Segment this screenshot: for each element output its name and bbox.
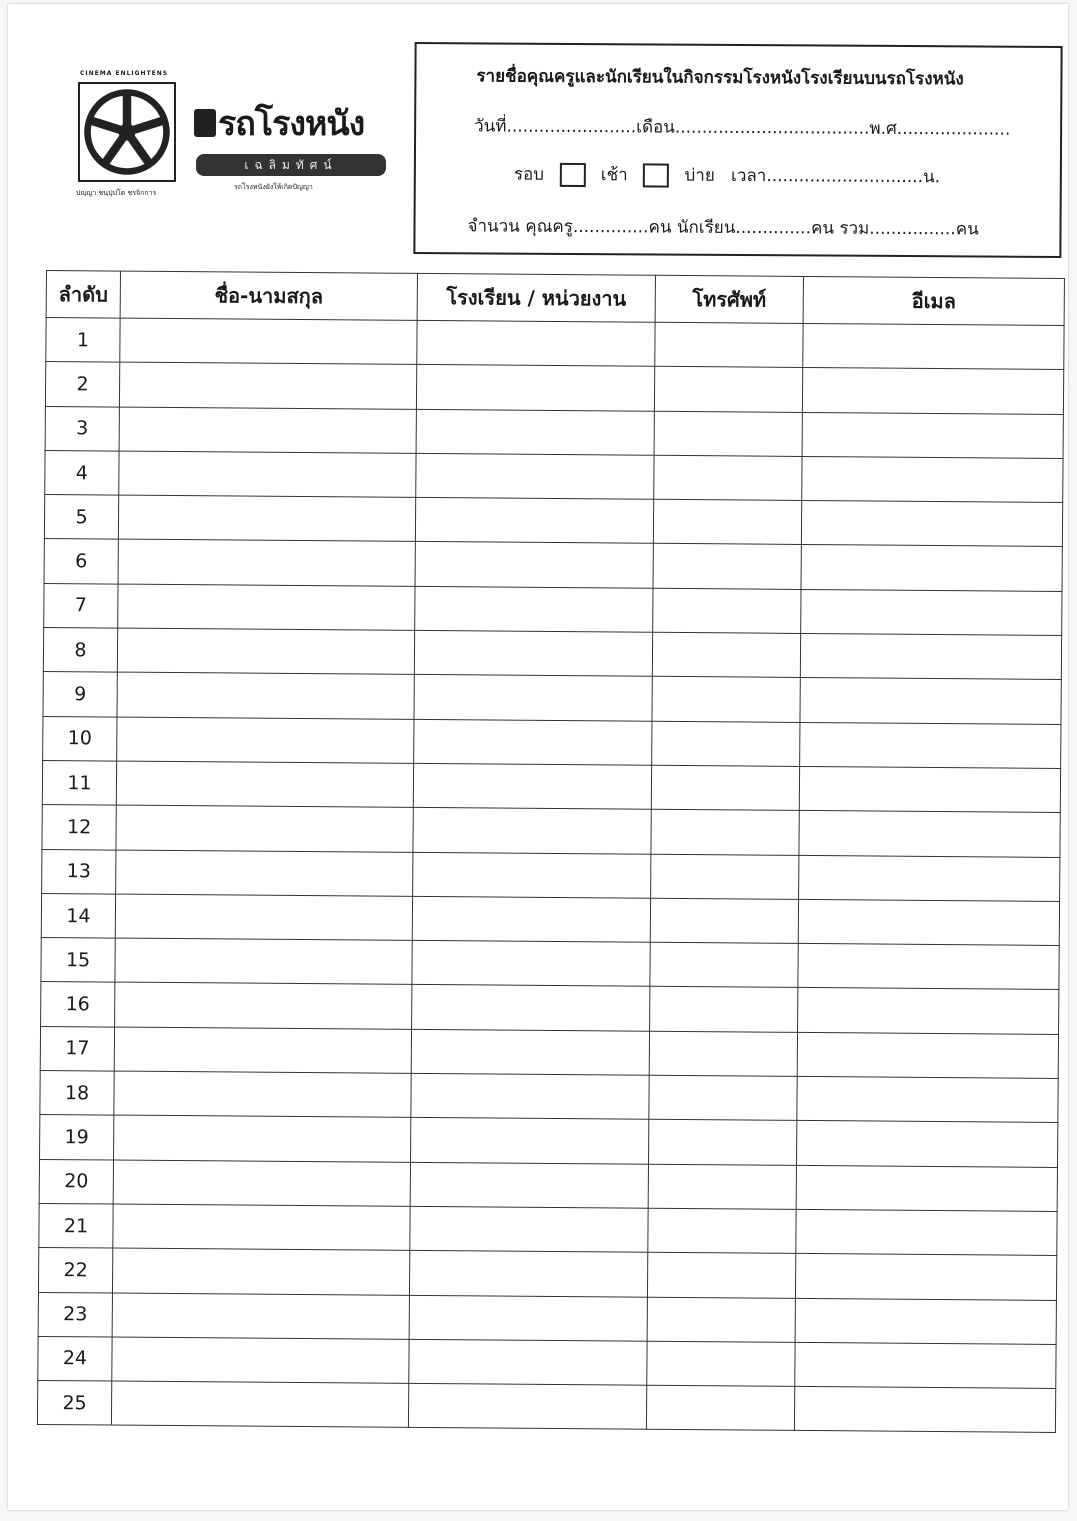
table-row: [45, 450, 1063, 502]
school-cell[interactable]: [413, 763, 651, 809]
phone-cell[interactable]: [647, 1252, 795, 1297]
film-reel-icon: [78, 82, 176, 182]
table-header-row: [46, 271, 1064, 326]
row-number: 5: [44, 495, 118, 540]
row-number: 24: [38, 1336, 112, 1381]
phone-cell[interactable]: [653, 544, 801, 589]
row-number: 14: [41, 893, 115, 938]
name-cell[interactable]: [117, 672, 414, 719]
name-cell[interactable]: [118, 495, 415, 542]
email-cell[interactable]: [800, 722, 1061, 768]
school-cell[interactable]: [413, 808, 651, 854]
row-number: 6: [44, 539, 118, 584]
phone-cell[interactable]: [652, 632, 800, 677]
name-cell[interactable]: [119, 362, 416, 409]
header-phone: โทรศัพท์: [655, 275, 803, 323]
row-number: 11: [42, 760, 116, 805]
email-cell[interactable]: [802, 412, 1063, 458]
phone-cell[interactable]: [651, 765, 799, 810]
email-cell[interactable]: [799, 766, 1060, 812]
phone-cell[interactable]: [654, 411, 802, 456]
row-number: 18: [40, 1071, 114, 1116]
phone-cell[interactable]: [648, 1120, 796, 1165]
email-cell[interactable]: [800, 678, 1061, 724]
name-cell[interactable]: [112, 1248, 409, 1295]
morning-label: เช้า: [600, 165, 628, 186]
name-cell[interactable]: [120, 318, 417, 365]
row-number: 4: [45, 450, 119, 495]
afternoon-label: บ่าย: [684, 165, 715, 186]
row-number: 25: [37, 1381, 111, 1426]
phone-cell[interactable]: [646, 1385, 794, 1430]
phone-cell[interactable]: [653, 588, 801, 633]
attendance-table: [37, 270, 1064, 1438]
table-row: [42, 805, 1060, 857]
header-email: อีเมล: [803, 276, 1064, 325]
row-number: 13: [42, 849, 116, 894]
email-cell[interactable]: [796, 1121, 1057, 1167]
name-cell[interactable]: [113, 1204, 410, 1251]
email-cell[interactable]: [795, 1298, 1056, 1344]
table-row: [41, 893, 1059, 945]
table-row: [41, 938, 1059, 990]
name-cell[interactable]: [112, 1293, 409, 1340]
name-cell[interactable]: [113, 1160, 410, 1207]
school-cell[interactable]: [411, 1029, 649, 1075]
row-number: 8: [43, 628, 117, 673]
school-cell[interactable]: [411, 1073, 649, 1119]
email-cell[interactable]: [795, 1254, 1056, 1300]
table-row: [38, 1292, 1056, 1344]
table-row: [43, 716, 1061, 768]
logo-bottom-text: ปญฺญา ชนฺปุปโต ชรจิกการ: [76, 189, 157, 197]
header-name: ชื่อ-นามสกุล: [120, 271, 417, 320]
email-cell[interactable]: [799, 811, 1060, 857]
phone-cell[interactable]: [649, 1031, 797, 1076]
table-row: [40, 1026, 1058, 1078]
table-row: [44, 539, 1062, 591]
email-cell[interactable]: [796, 1209, 1057, 1255]
phone-cell[interactable]: [653, 499, 801, 544]
school-cell[interactable]: [410, 1162, 648, 1208]
table-row: [45, 362, 1063, 414]
table-row: [37, 1381, 1055, 1433]
name-cell[interactable]: [119, 451, 416, 498]
table-row: [39, 1159, 1057, 1211]
name-cell[interactable]: [118, 540, 415, 587]
row-number: 12: [42, 805, 116, 850]
round-line: [514, 161, 940, 191]
school-cell[interactable]: [410, 1206, 648, 1252]
row-number: 1: [46, 318, 120, 363]
header-box: [413, 42, 1062, 258]
brand-title: [194, 96, 364, 150]
table-row: [43, 628, 1061, 680]
brand-text: รถโรงหนัง: [218, 104, 365, 144]
name-cell[interactable]: [116, 850, 413, 897]
table-row: [38, 1248, 1056, 1300]
row-number: 21: [39, 1203, 113, 1248]
phone-cell[interactable]: [648, 1208, 796, 1253]
table-row: [40, 1071, 1058, 1123]
school-cell[interactable]: [417, 320, 655, 366]
school-cell[interactable]: [411, 1118, 649, 1164]
phone-cell[interactable]: [652, 677, 800, 722]
table-row: [38, 1336, 1056, 1388]
name-cell[interactable]: [115, 983, 412, 1030]
school-cell[interactable]: [412, 896, 650, 942]
phone-cell[interactable]: [650, 942, 798, 987]
school-cell[interactable]: [416, 409, 654, 455]
brand-subtitle: เฉลิมทัศน์: [196, 154, 386, 176]
table-row: [40, 1115, 1058, 1167]
phone-cell[interactable]: [655, 322, 803, 367]
afternoon-checkbox[interactable]: [643, 163, 669, 187]
email-cell[interactable]: [794, 1387, 1055, 1433]
row-number: 7: [44, 583, 118, 628]
email-cell[interactable]: [802, 456, 1063, 502]
logo: [74, 68, 394, 208]
school-cell[interactable]: [415, 586, 653, 632]
school-cell[interactable]: [415, 498, 653, 544]
school-cell[interactable]: [412, 985, 650, 1031]
school-cell[interactable]: [408, 1384, 646, 1430]
school-cell[interactable]: [409, 1295, 647, 1341]
email-cell[interactable]: [802, 368, 1063, 414]
row-number: 22: [38, 1248, 112, 1293]
name-cell[interactable]: [119, 407, 416, 454]
phone-cell[interactable]: [651, 854, 799, 899]
phone-cell[interactable]: [654, 367, 802, 412]
row-number: 17: [40, 1026, 114, 1071]
phone-cell[interactable]: [650, 898, 798, 943]
name-cell[interactable]: [114, 1071, 411, 1118]
name-cell[interactable]: [114, 1115, 411, 1162]
school-cell[interactable]: [414, 630, 652, 676]
phone-cell[interactable]: [650, 987, 798, 1032]
date-line: วันที่........................เดือน....................................พ.ศ.....................: [474, 116, 1011, 140]
table-row: [41, 982, 1059, 1034]
table-row: [44, 583, 1062, 635]
name-cell[interactable]: [115, 894, 412, 941]
table-row: [42, 849, 1060, 901]
email-cell[interactable]: [797, 1076, 1058, 1122]
table-row: [39, 1203, 1057, 1255]
phone-cell[interactable]: [647, 1297, 795, 1342]
name-cell[interactable]: [118, 584, 415, 631]
row-number: 2: [45, 362, 119, 407]
table-row: [43, 672, 1061, 724]
school-cell[interactable]: [413, 852, 651, 898]
email-cell[interactable]: [799, 855, 1060, 901]
phone-cell[interactable]: [652, 721, 800, 766]
row-number: 19: [40, 1115, 114, 1160]
row-number: 15: [41, 938, 115, 983]
table-row: [42, 760, 1060, 812]
time-line: เวลา.............................น.: [730, 165, 941, 188]
phone-cell[interactable]: [654, 455, 802, 500]
name-cell[interactable]: [116, 761, 413, 808]
brand-tagline: รถโรงหนังยังให้เกิดปัญญา: [234, 183, 313, 191]
row-number: 3: [45, 406, 119, 451]
email-cell[interactable]: [801, 545, 1062, 591]
email-cell[interactable]: [798, 988, 1059, 1034]
row-number: 16: [41, 982, 115, 1027]
school-cell[interactable]: [412, 941, 650, 987]
email-cell[interactable]: [798, 899, 1059, 945]
morning-checkbox[interactable]: [559, 163, 585, 187]
table-row: [44, 495, 1062, 547]
header-school: โรงเรียน / หน่วยงาน: [417, 273, 655, 322]
school-cell[interactable]: [415, 542, 653, 588]
school-cell[interactable]: [414, 719, 652, 765]
email-cell[interactable]: [803, 323, 1064, 369]
email-cell[interactable]: [797, 1032, 1058, 1078]
school-cell[interactable]: [416, 365, 654, 411]
name-cell[interactable]: [111, 1381, 408, 1428]
email-cell[interactable]: [801, 501, 1062, 547]
name-cell[interactable]: [114, 1027, 411, 1074]
row-number: 10: [43, 716, 117, 761]
name-cell[interactable]: [116, 805, 413, 852]
header-no: ลำดับ: [46, 271, 120, 319]
name-cell[interactable]: [112, 1337, 409, 1384]
name-cell[interactable]: [115, 938, 412, 985]
document-page: [8, 4, 1068, 1510]
row-number: 23: [38, 1292, 112, 1337]
email-cell[interactable]: [795, 1342, 1056, 1388]
logo-top-text: CINEMA ENLIGHTENS: [80, 70, 169, 77]
email-cell[interactable]: [796, 1165, 1057, 1211]
email-cell[interactable]: [798, 944, 1059, 990]
phone-cell[interactable]: [651, 810, 799, 855]
truck-icon: [194, 109, 216, 137]
phone-cell[interactable]: [647, 1341, 795, 1386]
row-number: 9: [43, 672, 117, 717]
school-cell[interactable]: [416, 453, 654, 499]
school-cell[interactable]: [409, 1339, 647, 1385]
name-cell[interactable]: [117, 717, 414, 764]
row-number: 20: [39, 1159, 113, 1204]
school-cell[interactable]: [414, 675, 652, 721]
phone-cell[interactable]: [648, 1164, 796, 1209]
table-row: [45, 406, 1063, 458]
table-row: [46, 318, 1064, 370]
form-title: รายชื่อคุณครูและนักเรียนในกิจกรรมโรงหนังโรงเรียนบนรถโรงหนัง: [476, 66, 964, 90]
count-line: จำนวน คุณครู..............คน นักเรียน..............คน รวม................คน: [467, 216, 979, 240]
email-cell[interactable]: [800, 634, 1061, 680]
name-cell[interactable]: [117, 628, 414, 675]
round-label: รอบ: [513, 164, 545, 185]
email-cell[interactable]: [801, 589, 1062, 635]
phone-cell[interactable]: [649, 1075, 797, 1120]
school-cell[interactable]: [409, 1251, 647, 1297]
